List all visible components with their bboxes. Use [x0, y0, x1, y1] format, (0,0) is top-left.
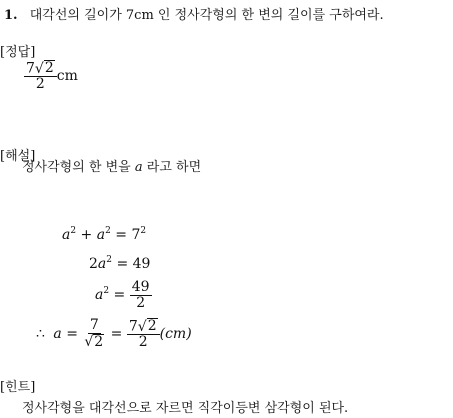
therefore-symbol: ∴ [36, 326, 45, 343]
eq3-var: a [95, 287, 104, 304]
solution-intro [22, 156, 201, 175]
eq4-fraction-1: 7 √ 2 [84, 317, 104, 351]
hint-text: 정사각형을 대각선으로 자르면 직각이등변 삼각형이 된다. [22, 401, 349, 416]
eq4-num2-coef: 7 [128, 318, 138, 335]
eq2-coef: 2 [89, 256, 98, 272]
problem-text: 대각선의 길이가 7cm 인 정사각형의 한 변의 길이를 구하여라. [29, 8, 384, 23]
answer-denominator: 2 [35, 76, 45, 93]
problem-statement [4, 4, 384, 23]
eq3-numerator: 49 [131, 279, 150, 295]
eq3-fraction [130, 280, 152, 310]
solution-intro-before: 정사각형의 한 변을 [22, 160, 131, 175]
answer-value [24, 60, 78, 92]
hint-label: [힌트] [0, 380, 36, 395]
equation-2 [89, 256, 150, 272]
solution-variable: a [134, 160, 143, 175]
answer-radicand: 2 [44, 60, 54, 76]
eq1-var-a: a [62, 227, 71, 243]
equation-3 [95, 280, 152, 310]
eq4-denominator-2: 2 [138, 334, 148, 351]
eq4-equals: = [66, 326, 78, 343]
eq1-exp-b: 2 [105, 226, 111, 236]
eq2-rhs: = 49 [116, 256, 151, 272]
eq4-numerator: 7 [89, 317, 99, 333]
problem-number: 1. [4, 8, 18, 23]
eq4-fraction-2: 7 √ 2 2 [127, 318, 160, 350]
eq4-den-radicand: 2 [94, 333, 104, 350]
eq2-var: a [97, 256, 107, 272]
eq1-var-b: a [96, 227, 106, 243]
eq2-exp: 2 [106, 255, 113, 265]
eq4-var: a [53, 326, 62, 343]
eq1-rhs-exp: 2 [140, 226, 147, 236]
eq1-exp: 2 [70, 226, 77, 236]
eq4-unit: (cm) [159, 326, 192, 343]
eq1-plus: + [80, 227, 93, 243]
equation-4 [36, 318, 192, 350]
eq3-denominator: 2 [136, 294, 146, 311]
solution-intro-after: 라고 하면 [146, 160, 202, 175]
equation-1 [62, 227, 146, 243]
eq4-num2-radicand: 2 [147, 318, 157, 334]
solution-label: [해설] [0, 149, 36, 164]
answer-unit: cm [56, 68, 78, 85]
eq4-equals-2: = [110, 326, 123, 343]
answer-numerator: 7 [26, 60, 35, 77]
eq3-exp: 2 [103, 286, 110, 297]
answer-label: [정답] [0, 45, 36, 60]
eq1-rhs: 7 [131, 227, 141, 243]
eq1-equals: = [115, 227, 128, 243]
answer-fraction: 7 √ 2 2 [24, 60, 57, 92]
eq3-equals: = [113, 287, 126, 304]
